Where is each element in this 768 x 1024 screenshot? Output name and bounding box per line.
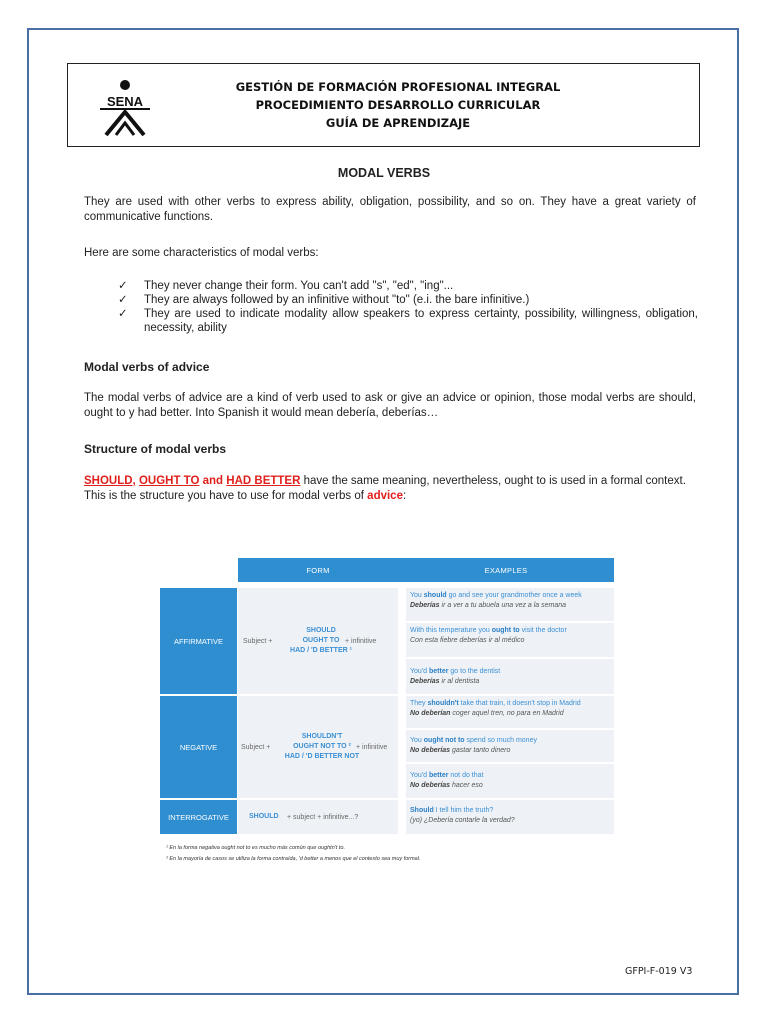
example-en: With this temperature you bbox=[410, 627, 492, 634]
row-label: NEGATIVE bbox=[160, 696, 237, 798]
example-en: visit the doctor bbox=[519, 627, 567, 634]
example-en-bold: should bbox=[423, 592, 447, 599]
question-modal: SHOULD bbox=[249, 813, 279, 820]
characteristics-list bbox=[118, 279, 698, 335]
form-cell bbox=[238, 800, 398, 834]
characteristics-intro: Here are some characteristics of modal verbs: bbox=[84, 247, 319, 259]
example-en-bold: ought not to bbox=[423, 737, 465, 744]
example-es-bold: Deberías bbox=[410, 601, 440, 609]
list-item bbox=[118, 307, 698, 335]
infinitive-text: + infinitive bbox=[345, 637, 377, 645]
should-keyword: SHOULD, bbox=[84, 475, 136, 487]
footnote-2: ² En la mayoría de casos se utiliza la forma contraída, 'd better a menos que el contexto sea muy formal. bbox=[166, 856, 421, 862]
ought-keyword: OUGHT TO bbox=[138, 475, 200, 487]
example-cell bbox=[406, 800, 614, 834]
example-en: You bbox=[410, 592, 424, 599]
colon: : bbox=[402, 490, 407, 502]
and-keyword: and bbox=[202, 475, 224, 487]
sena-logo bbox=[94, 79, 156, 137]
example-es-bold: No deberías bbox=[410, 781, 451, 789]
heading-advice: Modal verbs of advice bbox=[84, 360, 210, 374]
list-item bbox=[118, 279, 698, 293]
example-en: spend so much money bbox=[464, 737, 537, 744]
header-line-3: GUÍA DE APRENDIZAJE bbox=[325, 116, 471, 130]
infinitive-text: + infinitive bbox=[356, 743, 388, 751]
example-cell bbox=[406, 623, 614, 657]
modal-forms bbox=[280, 732, 364, 762]
example-es: hacer eso bbox=[450, 781, 483, 789]
modal-form: OUGHT TO bbox=[302, 637, 340, 644]
intro-paragraph: They are used with other verbs to express ability, obligation, possibility, and so on. They have a great variety of communicative functions. bbox=[84, 196, 696, 223]
bullet-text: They are always followed by an infinitive without "to" (e.i. the bare infinitive.) bbox=[144, 294, 530, 306]
example-es: coger aquel tren, no para en Madrid bbox=[450, 709, 564, 717]
example-en-bold: Should bbox=[410, 807, 434, 814]
header-line-1: GESTIÓN DE FORMACIÓN PROFESIONAL INTEGRAL bbox=[235, 80, 561, 94]
header-line-2: PROCEDIMIENTO DESARROLLO CURRICULAR bbox=[255, 98, 541, 112]
column-header-form: FORM bbox=[238, 558, 398, 582]
example-en: You bbox=[410, 737, 424, 744]
example-en: go to the dentist bbox=[448, 668, 501, 675]
form-cell bbox=[238, 588, 398, 694]
example-en-bold: shouldn't bbox=[427, 700, 459, 707]
document-header bbox=[67, 63, 700, 147]
example-cell bbox=[406, 696, 614, 728]
header-titles bbox=[188, 78, 608, 132]
list-item bbox=[118, 293, 698, 307]
column-header-examples: EXAMPLES bbox=[398, 558, 614, 582]
example-es: ir al dentista bbox=[439, 677, 480, 685]
example-cell bbox=[406, 764, 614, 798]
check-icon: ✓ bbox=[118, 308, 128, 320]
example-es-bold: Deberías bbox=[410, 677, 440, 685]
table-row-affirmative bbox=[160, 588, 614, 694]
form-cell bbox=[238, 696, 398, 798]
structure-line2: This is the structure you have to use for modal verbs of bbox=[84, 490, 368, 502]
modal-verbs-table bbox=[160, 558, 614, 834]
modal-form: OUGHT NOT TO ² bbox=[293, 743, 351, 750]
example-es-bold: No deberías bbox=[410, 746, 451, 754]
example-en: take that train, it doesn't stop in Madrid bbox=[458, 700, 581, 707]
row-label: INTERROGATIVE bbox=[160, 800, 237, 834]
document-code: GFPI-F-019 V3 bbox=[625, 966, 693, 977]
had-better-keyword: HAD BETTER bbox=[226, 475, 301, 487]
example-en-bold: better bbox=[429, 772, 449, 779]
page-title: MODAL VERBS bbox=[337, 166, 431, 180]
structure-rest: have the same meaning, nevertheless, ought to is used in a formal context. bbox=[300, 475, 686, 487]
modal-form: HAD / 'D BETTER NOT bbox=[284, 753, 360, 760]
structure-paragraph bbox=[84, 474, 696, 504]
example-cell bbox=[406, 588, 614, 621]
example-es: ir a ver a tu abuela una vez a la semana bbox=[439, 601, 567, 609]
advice-keyword: advice bbox=[367, 490, 403, 502]
table-row-interrogative bbox=[160, 800, 614, 834]
modal-form: SHOULD bbox=[306, 627, 336, 634]
example-en-bold: ought to bbox=[491, 627, 520, 634]
bullet-text: They are used to indicate modality allow speakers to express certainty, possibility, willingness, obligation, necessity, ability bbox=[144, 308, 698, 334]
example-es: Con esta fiebre deberías ir al médico bbox=[410, 636, 525, 644]
advice-paragraph: The modal verbs of advice are a kind of verb used to ask or give an advice or opinion, those modal verbs are should, ought to y had better. Into Spanish it would mean debería, deberías… bbox=[84, 392, 696, 419]
example-cell bbox=[406, 659, 614, 694]
row-label: AFFIRMATIVE bbox=[160, 588, 237, 694]
example-en: not do that bbox=[448, 772, 484, 779]
modal-form: HAD / 'D BETTER ¹ bbox=[290, 647, 352, 654]
example-en: go and see your grandmother once a week bbox=[446, 592, 582, 599]
logo-text: SENA bbox=[106, 94, 144, 109]
table-row-negative bbox=[160, 696, 614, 798]
example-es-bold: No deberían bbox=[410, 709, 451, 717]
question-structure: + subject + infinitive...? bbox=[287, 813, 359, 821]
subject-text: Subject + bbox=[243, 637, 273, 645]
check-icon: ✓ bbox=[118, 280, 128, 292]
example-en: They bbox=[410, 700, 428, 707]
heading-structure: Structure of modal verbs bbox=[84, 442, 227, 456]
example-es: gastar tanto dinero bbox=[450, 746, 511, 754]
example-en: You'd bbox=[410, 668, 429, 675]
example-es: (yo) ¿Debería contarle la verdad? bbox=[410, 816, 515, 824]
example-en-bold: better bbox=[429, 668, 449, 675]
check-icon: ✓ bbox=[118, 294, 128, 306]
subject-text: Subject + bbox=[241, 743, 271, 751]
example-cell bbox=[406, 730, 614, 762]
modal-form: SHOULDN'T bbox=[301, 733, 343, 740]
bullet-text: They never change their form. You can't add "s", "ed", "ing"... bbox=[144, 280, 454, 292]
example-en: You'd bbox=[410, 772, 429, 779]
footnote-1: ¹ En la forma negativa ought not to es mucho más común que oughtn't to. bbox=[166, 845, 345, 851]
example-en: I tell him the truth? bbox=[433, 807, 494, 814]
